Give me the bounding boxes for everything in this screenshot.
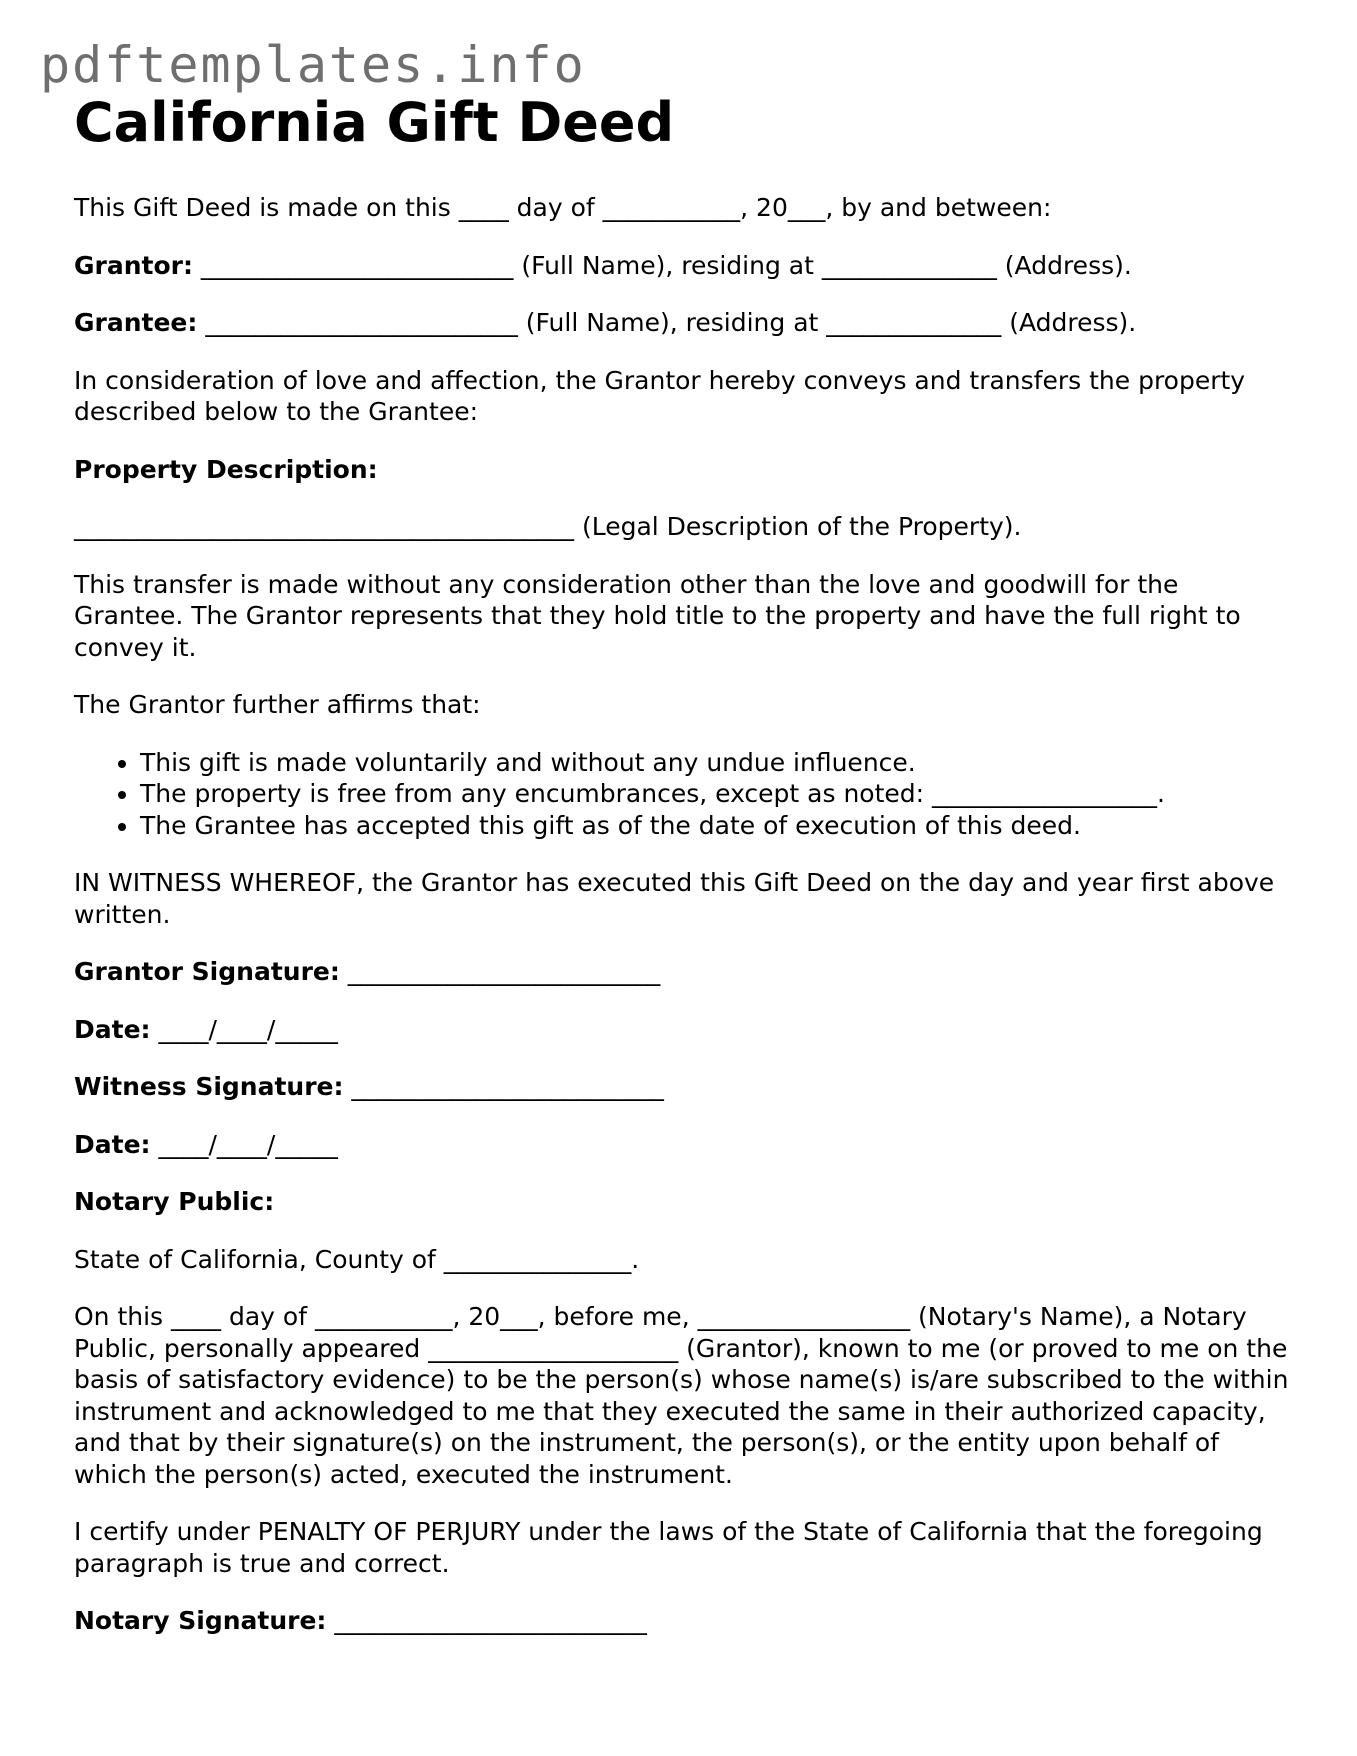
document	[74, 92, 1289, 1663]
affirms-intro: The Grantor further affirms that:	[74, 690, 481, 720]
grantor-signature-blank: _________________________	[339, 957, 661, 987]
affirmation-item: • The Grantee has accepted this gift as of the date of execution of this deed.	[140, 810, 1289, 842]
watermark: pdftemplates.info	[40, 36, 586, 94]
notary-heading	[74, 1186, 1289, 1218]
witness-signature-blank: _________________________	[343, 1072, 664, 1102]
transfer-paragraph: This transfer is made without any consideration other than the love and goodwill for the Grantee. The Grantor represents that they hold title to the property and have the full right to convey it.	[74, 569, 1241, 662]
notary-signature-label: Notary Signature:	[74, 1606, 327, 1636]
notary-signature-blank: _________________________	[326, 1606, 647, 1636]
grantor-line	[74, 250, 1289, 282]
grantor-signature-line	[74, 956, 1289, 988]
date-label: Date:	[74, 1014, 151, 1044]
witness-signature-label: Witness Signature:	[74, 1072, 344, 1102]
date-blank: ____/____/_____	[150, 1014, 338, 1044]
perjury-paragraph: I certify under PENALTY OF PERJURY under the laws of the State of California that the foregoing paragraph is true and correct.	[74, 1517, 1263, 1578]
grantor-label: Grantor:	[74, 250, 193, 280]
property-description-line: ________________________________________ (Legal Description of the Property).	[74, 512, 1022, 542]
grantee-fields: _________________________ (Full Name), residing at ______________ (Address).	[197, 308, 1137, 338]
date-label: Date:	[74, 1129, 151, 1159]
grantor-signature-label: Grantor Signature:	[74, 957, 340, 987]
notary-signature-line	[74, 1605, 1289, 1637]
county-line: State of California, County of _______________.	[74, 1244, 640, 1274]
property-heading	[74, 454, 1289, 486]
grantor-date-line	[74, 1014, 1289, 1046]
witness-clause: IN WITNESS WHEREOF, the Grantor has executed this Gift Deed on the day and year first above written.	[74, 868, 1275, 929]
grantee-line	[74, 307, 1289, 339]
intro-paragraph: This Gift Deed is made on this ____ day of ___________, 20___, by and between:	[74, 193, 1052, 223]
affirmations-list	[74, 747, 1289, 842]
consideration-paragraph: In consideration of love and affection, the Grantor hereby conveys and transfers the property described below to the Grantee:	[74, 365, 1246, 427]
notary-heading-label: Notary Public:	[74, 1187, 275, 1217]
property-label: Property Description:	[74, 454, 378, 484]
witness-date-line	[74, 1129, 1289, 1161]
affirmation-item: • The property is free from any encumbrances, except as noted: __________________.	[140, 778, 1289, 810]
affirmation-item: • This gift is made voluntarily and without any undue influence.	[140, 747, 1289, 779]
witness-signature-line	[74, 1071, 1289, 1103]
document-title: California Gift Deed	[74, 91, 675, 154]
notary-paragraph: On this ____ day of ___________, 20___, before me, _________________ (Notary's Name), a Notary Public, personally appeared ____________________ (Grantor), known to me (or proved to me on the basis of satisfactory evidence) to be the person(s) whose name(s) is/are subscribed to the within instrument and acknowledged to me that they executed the same in their authorized capacity, and that by their signature(s) on the instrument, the person(s), or the entity upon behalf of which the person(s) acted, executed the instrument.	[74, 1302, 1289, 1489]
grantee-label: Grantee:	[74, 308, 198, 338]
grantor-fields: _________________________ (Full Name), residing at ______________ (Address).	[192, 250, 1132, 280]
date-blank: ____/____/_____	[150, 1129, 338, 1159]
